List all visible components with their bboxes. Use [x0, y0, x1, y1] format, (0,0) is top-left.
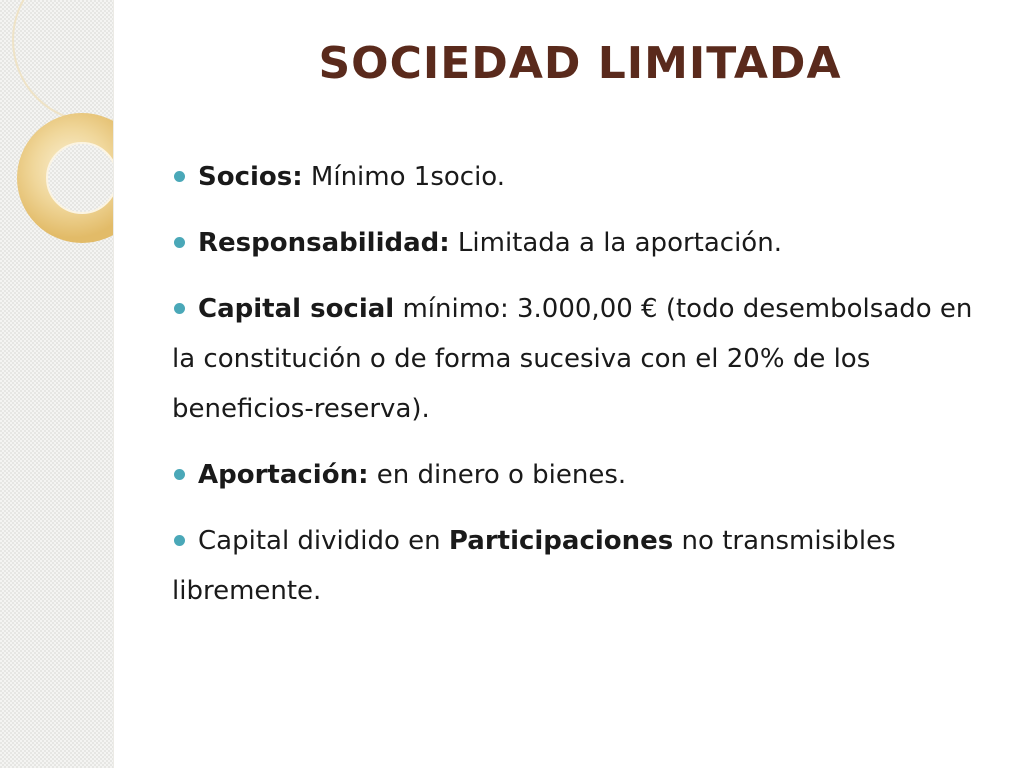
bullet-text: no transmisibles libremente. — [172, 526, 896, 606]
bullet-text: Limitada a la aportación. — [449, 228, 782, 258]
list-item — [172, 152, 982, 202]
bullet-list — [172, 152, 982, 632]
bullet-bold-label: Socios: — [198, 162, 303, 192]
bullet-text-prefix: Capital dividido en — [198, 526, 449, 556]
list-item — [172, 218, 982, 268]
bullet-dot-icon — [174, 237, 185, 248]
bullet-bold-label: Capital social — [198, 294, 395, 324]
bullet-dot-icon — [174, 303, 185, 314]
decorative-rings — [0, 0, 113, 768]
decorative-side-strip — [0, 0, 114, 768]
bullet-bold-label: Aportación: — [198, 460, 369, 490]
list-item — [172, 450, 982, 500]
gold-ring — [32, 128, 113, 228]
bullet-text: Mínimo 1socio. — [302, 162, 506, 192]
bullet-text: en dinero o bienes. — [368, 460, 627, 490]
bullet-dot-icon — [174, 535, 185, 546]
bullet-dot-icon — [174, 469, 185, 480]
bullet-bold-label: Responsabilidad: — [198, 228, 450, 258]
list-item — [172, 284, 982, 434]
thin-ring-arc — [13, 0, 113, 122]
list-item — [172, 516, 982, 616]
bullet-text: mínimo: 3.000,00 € (todo desembolsado en la constitución o de forma sucesiva con el 20% de los beneficios-reserva). — [172, 294, 973, 424]
slide-title: SOCIEDAD LIMITADA — [318, 38, 842, 89]
bullet-dot-icon — [174, 171, 185, 182]
bullet-bold-label: Participaciones — [448, 526, 674, 556]
